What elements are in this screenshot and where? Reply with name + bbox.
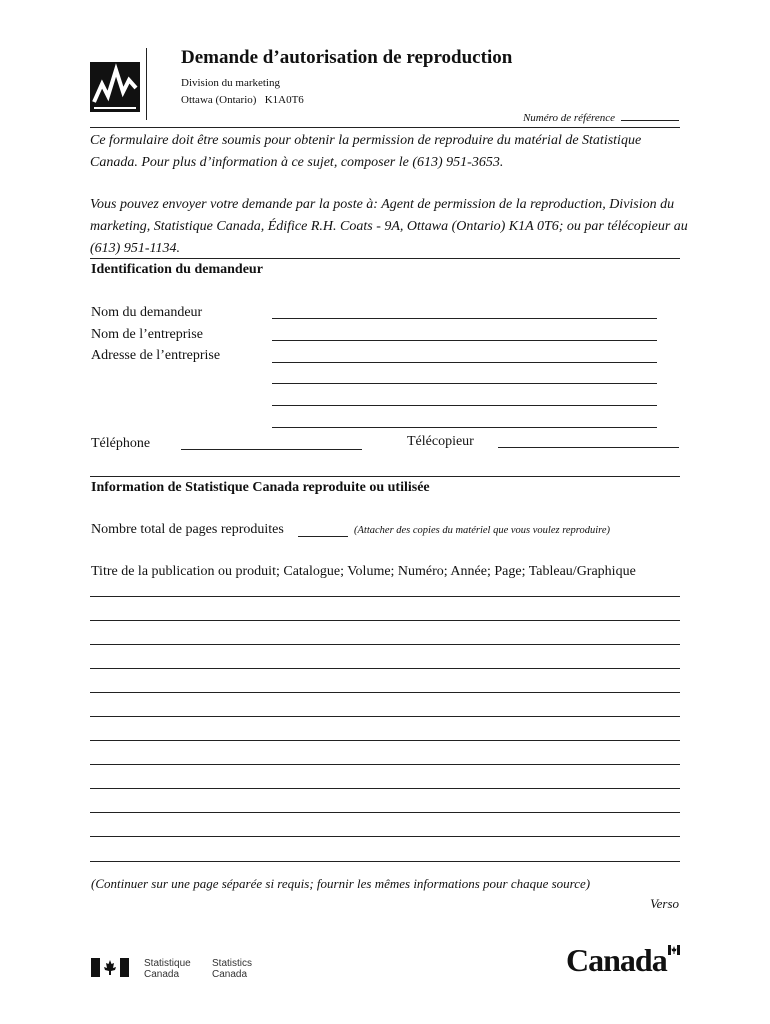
- wordmark-flag-icon: [668, 945, 680, 955]
- reference-number-line[interactable]: [621, 111, 679, 121]
- applicant-name-label: Nom du demandeur: [91, 305, 203, 320]
- signature-english: [212, 958, 252, 980]
- publication-line-7[interactable]: [90, 740, 680, 741]
- publication-line-3[interactable]: [90, 644, 680, 645]
- publication-line-5[interactable]: [90, 692, 680, 693]
- header-rule: [90, 127, 680, 128]
- form-title: Demande d’autorisation de reproduction: [181, 47, 513, 68]
- publication-line-4[interactable]: [90, 668, 680, 669]
- verso-label: Verso: [650, 896, 679, 911]
- publication-line-10[interactable]: [90, 812, 680, 813]
- signature-french-line-2: Canada: [144, 969, 180, 980]
- identification-rule: [90, 476, 680, 477]
- fax-line[interactable]: [498, 447, 679, 448]
- phone-label: Téléphone: [91, 436, 151, 451]
- publication-line-11[interactable]: [90, 836, 680, 837]
- canada-flag-icon: [91, 958, 129, 977]
- signature-french-line-1: Statistique: [144, 958, 191, 969]
- publication-line-2[interactable]: [90, 620, 680, 621]
- company-address-line-3[interactable]: [272, 405, 657, 406]
- canada-wordmark: Canada: [566, 942, 667, 978]
- signature-french: [144, 958, 191, 980]
- publication-line-1[interactable]: [90, 596, 680, 597]
- fax-label: Télécopieur: [407, 434, 474, 449]
- company-name-line[interactable]: [272, 340, 657, 341]
- header-divider: [146, 48, 147, 120]
- intro-paragraph-2: Vous pouvez envoyer votre demande par la poste à: Agent de permission de la reproduction, Division du marketing, Statistique Canada, Édifice R.H. Coats - 9A, Ottawa (Ontario) K1A 0T6; ou par télécopieur au (613) 951-1134.: [90, 197, 688, 256]
- publication-title-label: Titre de la publication ou produit; Catalogue; Volume; Numéro; Année; Page; Tableau/Graphique: [91, 564, 636, 579]
- publication-line-6[interactable]: [90, 716, 680, 717]
- pages-count-label: Nombre total de pages reproduites: [91, 522, 284, 537]
- reference-number-field[interactable]: [523, 111, 679, 124]
- company-name-label: Nom de l’entreprise: [91, 327, 203, 342]
- division-address: Ottawa (Ontario) K1A0T6: [181, 94, 304, 106]
- company-address-label: Adresse de l’entreprise: [91, 348, 221, 363]
- continue-note: (Continuer sur une page séparée si requis; fournir les mêmes informations pour chaque source): [91, 876, 591, 891]
- publication-line-12[interactable]: [90, 861, 680, 862]
- statcan-chart-logo-icon: [90, 62, 140, 112]
- phone-line[interactable]: [181, 449, 362, 450]
- intro-rule: [90, 258, 680, 259]
- applicant-name-line[interactable]: [272, 318, 657, 319]
- pages-count-note: (Attacher des copies du matériel que vous voulez reproduire): [354, 525, 611, 536]
- company-address-line-4[interactable]: [272, 427, 657, 428]
- division-name: Division du marketing: [181, 77, 280, 89]
- pages-count-line[interactable]: [298, 536, 348, 537]
- signature-english-line-1: Statistics: [212, 958, 253, 969]
- publication-line-9[interactable]: [90, 788, 680, 789]
- company-address-line-2[interactable]: [272, 383, 657, 384]
- information-heading: Information de Statistique Canada reproduite ou utilisée: [91, 480, 430, 495]
- identification-heading: Identification du demandeur: [91, 262, 263, 277]
- signature-english-line-2: Canada: [212, 969, 248, 980]
- reference-number-label: Numéro de référence: [522, 112, 615, 124]
- intro-paragraph-1: Ce formulaire doit être soumis pour obtenir la permission de reproduire du matérial de Statistique Canada. Pour plus d’information à ce sujet, composer le (613) 951-3653.: [90, 133, 642, 170]
- publication-line-8[interactable]: [90, 764, 680, 765]
- company-address-line-1[interactable]: [272, 362, 657, 363]
